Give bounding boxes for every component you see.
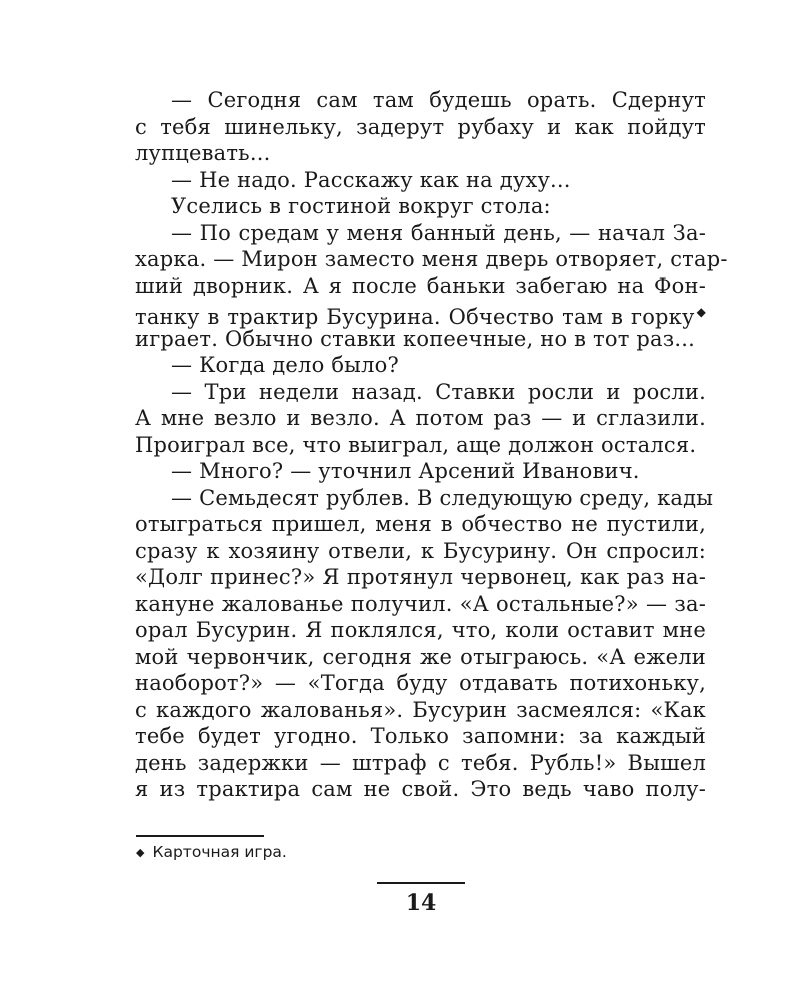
text-line: [135, 379, 706, 406]
text-line-content: — По средам у меня банный день, — начал За-: [171, 220, 706, 245]
text-line: [135, 591, 706, 618]
text-line: [135, 697, 706, 724]
text-line: [135, 246, 728, 273]
page-number: 14: [405, 890, 437, 916]
text-line: [135, 326, 706, 353]
text-line-content: А мне везло и везло. А потом раз — и сглазили.: [135, 406, 706, 430]
text-line: [135, 432, 706, 459]
footnote-text: Карточная игра.: [152, 843, 287, 861]
text-line-content: — Семьдесят рублев. В следующую среду, кады: [171, 485, 714, 510]
text-line-content: — Много? — уточнил Арсений Иванович.: [171, 459, 640, 483]
text-line: [135, 193, 706, 220]
text-line-content: — Три недели назад. Ставки росли и росли.: [171, 379, 706, 404]
text-line-content: отыграться пришел, меня в обчество не пустили,: [135, 512, 706, 536]
text-line-content: сразу к хозяину отвели, к Бусурину. Он спросил:: [135, 538, 706, 563]
text-line-content: лупцевать...: [135, 141, 271, 165]
footnote-divider: [136, 835, 264, 837]
text-line: [135, 167, 706, 194]
text-line: [135, 750, 706, 777]
text-line: [135, 485, 714, 512]
footnote: [136, 841, 287, 864]
text-line: [135, 644, 706, 671]
text-line-content: Проиграл все, что выиграл, аще должон остался.: [135, 432, 697, 457]
text-line: [135, 140, 706, 167]
text-line-content: ший дворник. А я после баньки забегаю на Фон-: [135, 273, 706, 298]
footnote-marker-icon: ◆: [136, 846, 145, 859]
text-line-content: орал Бусурин. Я поклялся, что, коли оставит мне: [135, 618, 706, 642]
text-line-content: — Когда дело было?: [171, 353, 399, 377]
text-line: [135, 405, 706, 432]
text-line-content: тебе будет угодно. Только запомни: за каждый: [135, 724, 706, 748]
text-line: [135, 776, 706, 803]
text-line: [135, 511, 706, 538]
text-line: [135, 220, 706, 247]
text-line-content: танку в трактир Бусурина. Обчество там в горку: [135, 305, 695, 329]
text-line: [135, 458, 706, 485]
text-line-content: играет. Обычно ставки копеечные, но в тот раз...: [135, 326, 696, 351]
text-line-content: мой червончик, сегодня же отыграюсь. «А ежели: [135, 644, 706, 669]
footnote-reference-icon: ◆: [695, 305, 706, 319]
text-line: [135, 723, 706, 750]
main-text: [135, 87, 728, 803]
text-line-content: я из трактира сам не свой. Это ведь чаво полу-: [135, 777, 706, 801]
text-line: [135, 617, 706, 644]
text-line-content: — Не надо. Расскажу как на духу...: [171, 167, 571, 192]
text-line: [135, 87, 706, 114]
text-line: [135, 299, 706, 329]
text-line-content: с каждого жалованья». Бусурин засмеялся: «Как: [135, 697, 706, 722]
text-line-content: наоборот?» — «Тогда буду отдавать потихоньку,: [135, 671, 706, 695]
text-line: [135, 273, 706, 300]
text-line-content: кануне жалованье получил. «А остальные?» — за-: [135, 591, 706, 616]
text-line-content: Уселись в гостиной вокруг стола:: [171, 194, 551, 218]
text-line-content: «Долг принес?» Я протянул червонец, как раз на-: [135, 565, 706, 589]
text-line-content: день задержки — штраф с тебя. Рубль!» Вышел: [135, 750, 706, 775]
text-line: [135, 538, 706, 565]
text-line-content: — Сегодня сам там будешь орать. Сдернут: [171, 88, 706, 112]
text-line: [135, 114, 706, 141]
text-line-content: с тебя шинельку, задерут рубаху и как пойдут: [135, 114, 706, 139]
text-line: [135, 352, 706, 379]
text-line: [135, 670, 706, 697]
text-line-content: харка. — Мирон заместо меня дверь отворяет, стар-: [135, 247, 728, 271]
page-number-rule: [377, 882, 465, 884]
text-line: [135, 564, 706, 591]
